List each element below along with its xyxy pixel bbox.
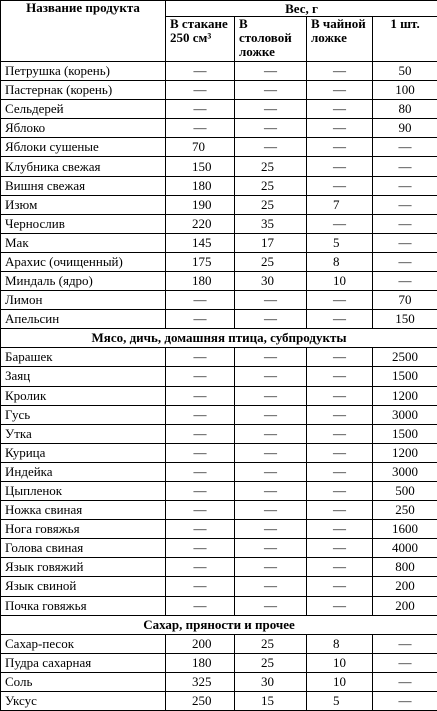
piece-weight-cell: 100: [373, 81, 437, 100]
tablespoon-weight-cell: 30: [235, 672, 307, 691]
header-weight: Вес, г: [166, 1, 437, 17]
product-name-cell: Утка: [1, 424, 166, 443]
tablespoon-weight-cell: —: [235, 443, 307, 462]
piece-weight-cell: —: [373, 672, 437, 691]
tablespoon-weight-cell: 30: [235, 272, 307, 291]
table-row: [1, 195, 437, 214]
table-row: [1, 443, 437, 462]
glass-weight-cell: —: [166, 386, 235, 405]
product-name-cell: Язык свиной: [1, 577, 166, 596]
tablespoon-weight-cell: —: [235, 310, 307, 329]
glass-weight-cell: —: [166, 520, 235, 539]
glass-weight-cell: 200: [166, 634, 235, 653]
table-row: [1, 138, 437, 157]
piece-weight-cell: —: [373, 272, 437, 291]
table-row: [1, 405, 437, 424]
teaspoon-weight-cell: —: [307, 214, 373, 233]
teaspoon-weight-cell: —: [307, 62, 373, 81]
table-row: [1, 214, 437, 233]
teaspoon-weight-cell: —: [307, 157, 373, 176]
teaspoon-weight-cell: —: [307, 462, 373, 481]
tablespoon-weight-cell: —: [235, 138, 307, 157]
table-row: [1, 691, 437, 710]
product-name-cell: Сельдерей: [1, 100, 166, 119]
teaspoon-weight-cell: 5: [307, 691, 373, 710]
piece-weight-cell: 1200: [373, 443, 437, 462]
glass-weight-cell: 190: [166, 195, 235, 214]
teaspoon-weight-cell: —: [307, 386, 373, 405]
piece-weight-cell: —: [373, 195, 437, 214]
glass-weight-cell: 175: [166, 252, 235, 271]
glass-weight-cell: —: [166, 62, 235, 81]
glass-weight-cell: —: [166, 100, 235, 119]
table-row: [1, 462, 437, 481]
table-row: [1, 367, 437, 386]
tablespoon-weight-cell: 25: [235, 653, 307, 672]
header-product-name: Название продукта: [1, 1, 166, 62]
table-row: [1, 653, 437, 672]
product-name-cell: Голова свиная: [1, 539, 166, 558]
product-name-cell: Барашек: [1, 348, 166, 367]
piece-weight-cell: 90: [373, 119, 437, 138]
piece-weight-cell: 800: [373, 558, 437, 577]
tablespoon-weight-cell: —: [235, 386, 307, 405]
teaspoon-weight-cell: —: [307, 443, 373, 462]
teaspoon-weight-cell: —: [307, 348, 373, 367]
glass-weight-cell: 145: [166, 233, 235, 252]
table-row: [1, 424, 437, 443]
glass-weight-cell: —: [166, 405, 235, 424]
tablespoon-weight-cell: —: [235, 100, 307, 119]
table-row: [1, 672, 437, 691]
product-name-cell: Лимон: [1, 291, 166, 310]
tablespoon-weight-cell: —: [235, 119, 307, 138]
piece-weight-cell: —: [373, 233, 437, 252]
teaspoon-weight-cell: —: [307, 138, 373, 157]
piece-weight-cell: 80: [373, 100, 437, 119]
piece-weight-cell: —: [373, 634, 437, 653]
product-name-cell: Язык говяжий: [1, 558, 166, 577]
teaspoon-weight-cell: —: [307, 596, 373, 615]
table-row: [1, 157, 437, 176]
tablespoon-weight-cell: —: [235, 291, 307, 310]
teaspoon-weight-cell: —: [307, 405, 373, 424]
product-name-cell: Арахис (очищенный): [1, 252, 166, 271]
teaspoon-weight-cell: —: [307, 310, 373, 329]
teaspoon-weight-cell: —: [307, 501, 373, 520]
teaspoon-weight-cell: —: [307, 176, 373, 195]
product-name-cell: Вишня свежая: [1, 176, 166, 195]
glass-weight-cell: —: [166, 310, 235, 329]
table-body: [1, 62, 437, 711]
product-name-cell: Яблоко: [1, 119, 166, 138]
piece-weight-cell: 1500: [373, 424, 437, 443]
piece-weight-cell: 70: [373, 291, 437, 310]
teaspoon-weight-cell: —: [307, 119, 373, 138]
glass-weight-cell: —: [166, 481, 235, 500]
teaspoon-weight-cell: —: [307, 577, 373, 596]
glass-weight-cell: 70: [166, 138, 235, 157]
section-header-row: [1, 615, 437, 634]
tablespoon-weight-cell: 35: [235, 214, 307, 233]
glass-weight-cell: —: [166, 367, 235, 386]
tablespoon-weight-cell: 15: [235, 691, 307, 710]
section-header-row: [1, 329, 437, 348]
teaspoon-weight-cell: —: [307, 481, 373, 500]
piece-weight-cell: 1600: [373, 520, 437, 539]
glass-weight-cell: —: [166, 558, 235, 577]
glass-weight-cell: 250: [166, 691, 235, 710]
teaspoon-weight-cell: 10: [307, 272, 373, 291]
product-name-cell: Кролик: [1, 386, 166, 405]
tablespoon-weight-cell: —: [235, 558, 307, 577]
tablespoon-weight-cell: —: [235, 348, 307, 367]
piece-weight-cell: —: [373, 214, 437, 233]
table-row: [1, 348, 437, 367]
product-name-cell: Яблоки сушеные: [1, 138, 166, 157]
glass-weight-cell: 150: [166, 157, 235, 176]
glass-weight-cell: —: [166, 424, 235, 443]
piece-weight-cell: 3000: [373, 405, 437, 424]
product-name-cell: Миндаль (ядро): [1, 272, 166, 291]
glass-weight-cell: —: [166, 291, 235, 310]
product-name-cell: Ножка свиная: [1, 501, 166, 520]
table-row: [1, 386, 437, 405]
teaspoon-weight-cell: 10: [307, 653, 373, 672]
teaspoon-weight-cell: —: [307, 291, 373, 310]
table-row: [1, 577, 437, 596]
teaspoon-weight-cell: —: [307, 539, 373, 558]
teaspoon-weight-cell: 10: [307, 672, 373, 691]
piece-weight-cell: —: [373, 176, 437, 195]
tablespoon-weight-cell: —: [235, 501, 307, 520]
product-name-cell: Почка говяжья: [1, 596, 166, 615]
glass-weight-cell: 180: [166, 272, 235, 291]
product-name-cell: Чернослив: [1, 214, 166, 233]
piece-weight-cell: —: [373, 252, 437, 271]
product-name-cell: Изюм: [1, 195, 166, 214]
piece-weight-cell: —: [373, 653, 437, 672]
tablespoon-weight-cell: 25: [235, 634, 307, 653]
tablespoon-weight-cell: 17: [235, 233, 307, 252]
product-name-cell: Уксус: [1, 691, 166, 710]
piece-weight-cell: 200: [373, 596, 437, 615]
tablespoon-weight-cell: —: [235, 62, 307, 81]
tablespoon-weight-cell: 25: [235, 157, 307, 176]
tablespoon-weight-cell: 25: [235, 252, 307, 271]
product-name-cell: Соль: [1, 672, 166, 691]
tablespoon-weight-cell: —: [235, 520, 307, 539]
header-teaspoon: В чайной ложке: [307, 17, 373, 62]
tablespoon-weight-cell: —: [235, 367, 307, 386]
section-title: Мясо, дичь, домашняя птица, субпродукты: [1, 329, 437, 348]
glass-weight-cell: —: [166, 577, 235, 596]
table-row: [1, 539, 437, 558]
header-one-piece: 1 шт.: [373, 17, 437, 62]
teaspoon-weight-cell: —: [307, 520, 373, 539]
glass-weight-cell: 180: [166, 176, 235, 195]
teaspoon-weight-cell: —: [307, 100, 373, 119]
header-glass: В стакане 250 см³: [166, 17, 235, 62]
glass-weight-cell: —: [166, 596, 235, 615]
table-row: [1, 233, 437, 252]
tablespoon-weight-cell: —: [235, 481, 307, 500]
table-row: [1, 119, 437, 138]
table-row: [1, 272, 437, 291]
tablespoon-weight-cell: —: [235, 596, 307, 615]
glass-weight-cell: —: [166, 501, 235, 520]
table-row: [1, 501, 437, 520]
piece-weight-cell: —: [373, 138, 437, 157]
table-row: [1, 176, 437, 195]
tablespoon-weight-cell: —: [235, 424, 307, 443]
glass-weight-cell: —: [166, 539, 235, 558]
glass-weight-cell: —: [166, 348, 235, 367]
glass-weight-cell: —: [166, 443, 235, 462]
product-name-cell: Мак: [1, 233, 166, 252]
product-name-cell: Апельсин: [1, 310, 166, 329]
product-name-cell: Заяц: [1, 367, 166, 386]
product-name-cell: Индейка: [1, 462, 166, 481]
piece-weight-cell: 500: [373, 481, 437, 500]
table-row: [1, 520, 437, 539]
tablespoon-weight-cell: 25: [235, 176, 307, 195]
teaspoon-weight-cell: 7: [307, 195, 373, 214]
glass-weight-cell: 180: [166, 653, 235, 672]
tablespoon-weight-cell: 25: [235, 195, 307, 214]
glass-weight-cell: —: [166, 119, 235, 138]
glass-weight-cell: 325: [166, 672, 235, 691]
product-name-cell: Гусь: [1, 405, 166, 424]
piece-weight-cell: 50: [373, 62, 437, 81]
table-row: [1, 62, 437, 81]
table-row: [1, 100, 437, 119]
table-row: [1, 481, 437, 500]
tablespoon-weight-cell: —: [235, 405, 307, 424]
product-name-cell: Курица: [1, 443, 166, 462]
table-row: [1, 596, 437, 615]
table-row: [1, 252, 437, 271]
table-row: [1, 291, 437, 310]
piece-weight-cell: —: [373, 157, 437, 176]
product-name-cell: Нога говяжья: [1, 520, 166, 539]
piece-weight-cell: 1500: [373, 367, 437, 386]
tablespoon-weight-cell: —: [235, 462, 307, 481]
piece-weight-cell: 1200: [373, 386, 437, 405]
piece-weight-cell: 4000: [373, 539, 437, 558]
product-name-cell: Пудра сахарная: [1, 653, 166, 672]
product-name-cell: Цыпленок: [1, 481, 166, 500]
piece-weight-cell: 200: [373, 577, 437, 596]
teaspoon-weight-cell: 8: [307, 634, 373, 653]
teaspoon-weight-cell: —: [307, 424, 373, 443]
tablespoon-weight-cell: —: [235, 81, 307, 100]
product-name-cell: Петрушка (корень): [1, 62, 166, 81]
teaspoon-weight-cell: —: [307, 558, 373, 577]
glass-weight-cell: —: [166, 81, 235, 100]
section-title: Сахар, пряности и прочее: [1, 615, 437, 634]
product-name-cell: Клубника свежая: [1, 157, 166, 176]
table-row: [1, 558, 437, 577]
glass-weight-cell: —: [166, 462, 235, 481]
tablespoon-weight-cell: —: [235, 577, 307, 596]
table-row: [1, 81, 437, 100]
product-name-cell: Пастернак (корень): [1, 81, 166, 100]
table-header: [1, 1, 437, 62]
piece-weight-cell: —: [373, 691, 437, 710]
header-tablespoon: В столовой ложке: [235, 17, 307, 62]
teaspoon-weight-cell: 8: [307, 252, 373, 271]
teaspoon-weight-cell: —: [307, 81, 373, 100]
teaspoon-weight-cell: —: [307, 367, 373, 386]
glass-weight-cell: 220: [166, 214, 235, 233]
piece-weight-cell: 250: [373, 501, 437, 520]
tablespoon-weight-cell: —: [235, 539, 307, 558]
piece-weight-cell: 2500: [373, 348, 437, 367]
piece-weight-cell: 3000: [373, 462, 437, 481]
table-row: [1, 310, 437, 329]
table-row: [1, 634, 437, 653]
piece-weight-cell: 150: [373, 310, 437, 329]
product-name-cell: Сахар-песок: [1, 634, 166, 653]
teaspoon-weight-cell: 5: [307, 233, 373, 252]
